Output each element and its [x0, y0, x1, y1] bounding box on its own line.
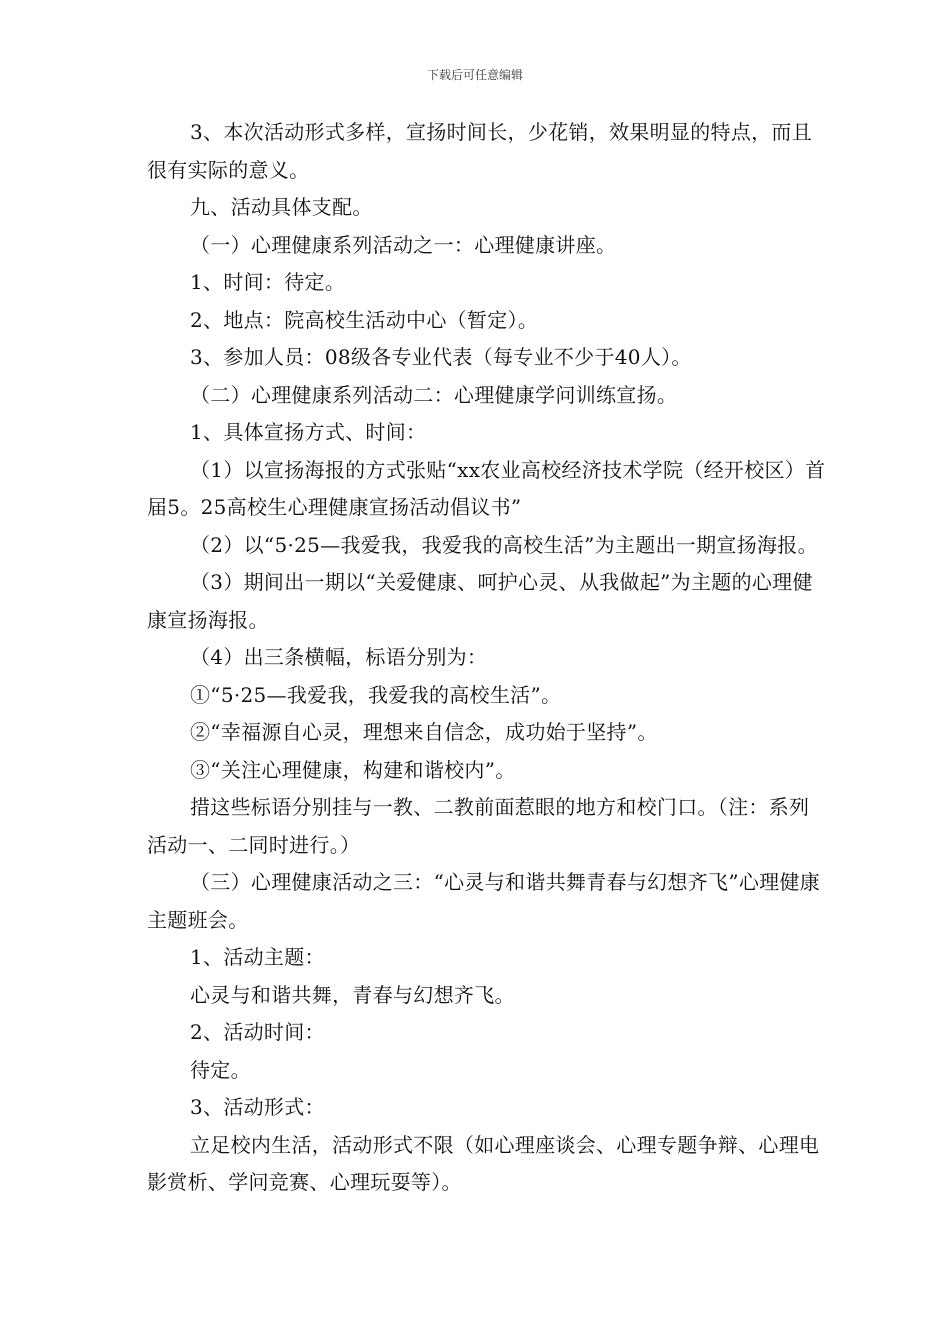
list-item-poster-3: （3）期间出一期以“关爱健康、呵护心灵、从我做起”为主题的心理健康宣扬海报。: [147, 570, 813, 632]
list-item-poster-2: （2）以“5·25—我爱我，我爱我的高校生活”为主题出一期宣扬海报。: [190, 532, 818, 557]
subsection-heading-1: （一）心理健康系列活动之一：心理健康讲座。: [190, 232, 617, 257]
slogan-1: ①“5·25—我爱我，我爱我的高校生活”。: [190, 682, 562, 707]
subsection-heading-2: （二）心理健康系列活动二：心理健康学问训练宣扬。: [190, 382, 678, 407]
list-item-poster-1: （1）以宣扬海报的方式张贴“xx农业高校经济技术学院（经开校区）首届5。25高校生心理健康宣扬活动倡议书”: [147, 457, 826, 519]
list-item-theme-label: 1、活动主题：: [190, 945, 325, 969]
slogan-3: ③“关注心理健康，构建和谐校内”。: [190, 757, 516, 782]
list-item-participants: 3、参加人员：08级各专业代表（每专业不少于40人）。: [190, 345, 692, 369]
list-item-activity-time-label: 2、活动时间：: [190, 1020, 325, 1044]
document-body: [147, 114, 827, 1202]
list-item-activity-form-value: 立足校内生活，活动形式不限（如心理座谈会、心理专题争辩、心理电影赏析、学问竞赛、心理玩耍等）。: [147, 1132, 820, 1194]
paragraph-1: 3、本次活动形式多样，宣扬时间长，少花销，效果明显的特点，而且很有实际的意义。: [147, 120, 813, 182]
slogan-2: ②“幸福源自心灵，理想来自信念，成功始于坚持”。: [190, 720, 658, 744]
list-item-activity-time-value: 待定。: [190, 1057, 251, 1082]
list-item-promotion: 1、具体宣扬方式、时间：: [190, 420, 427, 444]
subsection-heading-3: （三）心理健康活动之三：“心灵与和谐共舞青春与幻想齐飞”心理健康主题班会。: [147, 870, 821, 932]
paragraph-banner-placement: 措这些标语分别挂与一教、二教前面惹眼的地方和校门口。（注：系列活动一、二同时进行。）: [147, 795, 810, 857]
section-heading-9: 九、活动具体支配。: [190, 195, 373, 219]
list-item-location: 2、地点：院高校生活动中心（暂定）。: [190, 307, 539, 332]
list-item-time: 1、时间：待定。: [190, 270, 346, 294]
list-item-theme-value: 心灵与和谐共舞，青春与幻想齐飞。: [190, 982, 515, 1007]
page-header: 下载后可任意编辑: [426, 68, 523, 82]
list-item-banners: （4）出三条横幅，标语分别为：: [190, 645, 488, 669]
list-item-activity-form-label: 3、活动形式：: [190, 1095, 325, 1119]
